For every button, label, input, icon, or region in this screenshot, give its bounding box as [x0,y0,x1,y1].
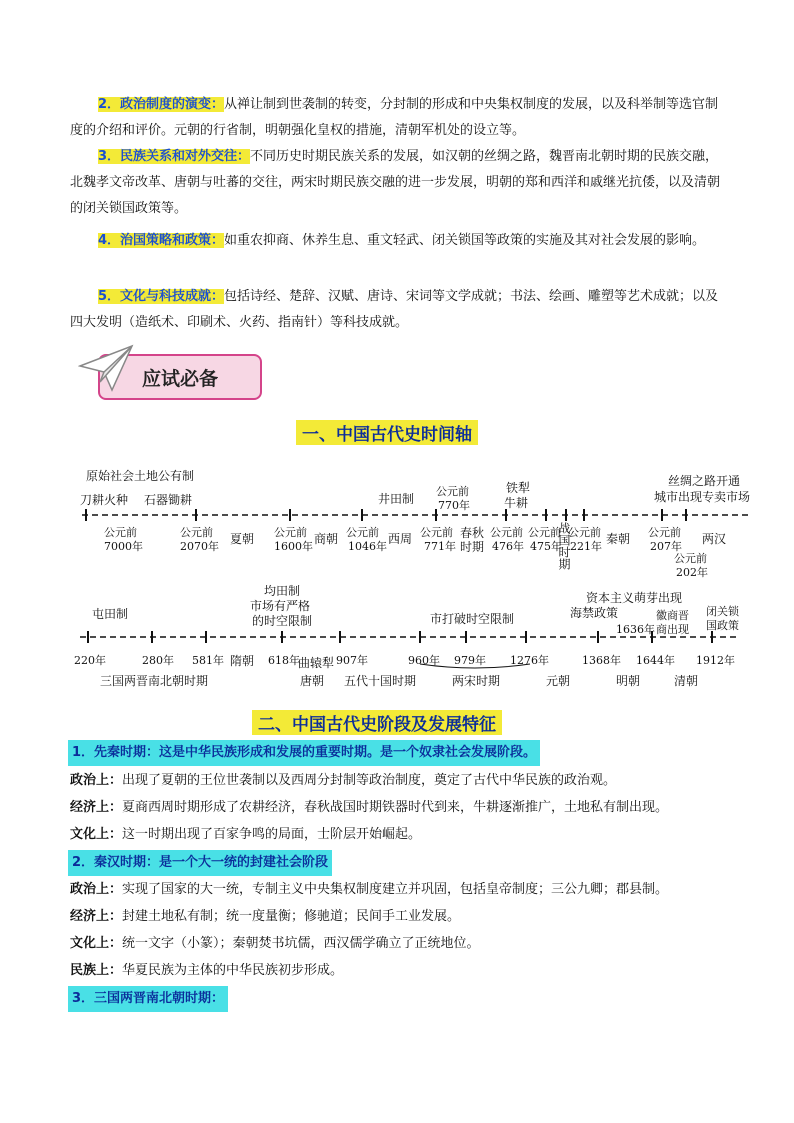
timeline-label: 2070年 [180,540,219,553]
paragraph-text: 不同历史时期民族关系的发展，如汉朝的丝绸之路，魏晋南北朝时期的民族交融，北魏孝文帝改革、唐朝与吐蕃的交往，两宋时期民族交融的进一步发展，明朝的郑和西洋和戚继光抗倭，以及清朝的闭关锁国政策等。 [70,149,721,216]
paragraph-label: 3．民族关系和对外交往： [98,149,251,164]
stage-line-text: 统一文字（小篆）；秦朝焚书坑儒，西汉儒学确立了正统地位。 [122,936,480,951]
timeline-label: 海禁政策 [570,606,619,620]
timeline-label: 三国两晋南北朝时期 [100,674,209,688]
timeline-label: 战国时期 [557,522,571,570]
stage-line-text: 这一时期出现了百家争鸣的局面，士阶层开始崛起。 [122,827,422,842]
stage-line-label: 文化上： [70,936,123,951]
stage-line-label: 民族上： [70,963,123,978]
stage-line-label: 政治上： [70,773,123,788]
timeline-label: 铁犁 [506,481,531,495]
timeline-label: 公元前 [490,526,523,539]
timeline-label: 公元前 [568,526,601,539]
timeline-label: 1276年 [510,654,549,667]
timeline-label: 公元前 [346,526,379,539]
timeline-label: 石器锄耕 [144,493,193,507]
timeline-label: 960年 [408,654,440,667]
timeline-label: 市场有严格 [250,599,311,613]
stage-line-text: 夏商西周时期形成了农耕经济，春秋战国时期铁器时代到来，牛耕逐渐推广，土地私有制出现。 [122,800,669,815]
stage-line [70,877,668,903]
stage-line-label: 政治上： [70,882,123,897]
timeline-label: 220年 [74,654,106,667]
paragraph-text: 从禅让制到世袭制的转变，分封制的形成和中央集权制度的发展，以及科举制等选官制度的介绍和评价。元朝的行省制，明朝强化皇权的措施，清朝军机处的设立等。 [70,97,719,138]
timeline-label: 771年 [424,540,456,553]
timeline-label: 丝绸之路开通 [668,474,741,488]
stage-title: 3．三国两晋南北朝时期： [68,986,228,1012]
stage-line-text: 华夏民族为主体的中华民族初步形成。 [122,963,344,978]
stage-line [70,795,668,821]
timeline-label: 唐朝 [300,674,325,688]
timeline-label: 牛耕 [504,496,529,510]
stage-line-label: 文化上： [70,827,123,842]
timeline-label: 元朝 [546,674,571,688]
timeline-label: 清朝 [674,674,699,688]
timeline-label: 屯田制 [92,607,129,621]
timeline-label: 原始社会土地公有制 [86,469,195,483]
timeline-label: 581年 [192,654,224,667]
timeline-label: 隋朝 [230,654,255,668]
timeline-label: 公元前 [180,526,213,539]
timeline-label: 公元前 [274,526,307,539]
timeline-label: 资本主义萌芽出现 [586,591,683,605]
stage-line-label: 经济上： [70,800,123,815]
timeline-label: 夏朝 [230,532,255,546]
stage-title: 1．先秦时期：这是中华民族形成和发展的重要时期。是一个奴隶社会发展阶段。 [68,740,540,766]
stage-title: 2．秦汉时期：是一个大一统的封建社会阶段 [68,850,332,876]
timeline-label: 公元前 [104,526,137,539]
paragraph-label: 5．文化与科技成就： [98,289,225,304]
timeline-label: 五代十国时期 [344,674,417,688]
paragraph-text: 包括诗经、楚辞、汉赋、唐诗、宋词等文学成就；书法、绘画、雕塑等艺术成就；以及四大发明（造纸术、印刷术、火药、指南针）等科技成就。 [70,289,719,330]
timeline-label: 公元前 [648,526,681,539]
timeline-label: 1912年 [696,654,735,667]
stage-line [70,931,480,957]
timeline-label: 春秋 [460,526,485,540]
timeline-label: 202年 [676,566,708,579]
timeline-label: 907年 [336,654,368,667]
stage-line [70,958,343,984]
timeline-label: 7000年 [104,540,143,553]
timeline-label: 1636年 [616,623,655,636]
section-heading-timeline: 一、中国古代史时间轴 [296,420,478,445]
stage-line [70,822,421,848]
timeline-label: 公元前 [674,552,707,565]
timeline-label: 221年 [570,540,602,553]
timeline-label: 1644年 [636,654,675,667]
timeline-label: 井田制 [378,492,415,506]
section-heading-stages: 二、中国古代史阶段及发展特征 [252,710,502,735]
timeline-label: 闭关锁 [706,605,739,618]
timeline-label: 979年 [454,654,486,667]
timeline-label: 476年 [492,540,524,553]
timeline-label: 均田制 [264,584,301,598]
timeline-label: 的时空限制 [252,614,313,628]
timeline-label: 618年 [268,654,300,667]
paragraph-label: 4．治国策略和政策： [98,233,225,248]
stage-line-text: 封建土地私有制；统一度量衡；修驰道；民间手工业发展。 [122,909,461,924]
timeline-label: 商朝 [314,532,339,546]
stage-line-label: 经济上： [70,909,123,924]
stage-line-text: 出现了夏朝的王位世袭制以及西周分封制等政治制度，奠定了古代中华民族的政治观。 [122,773,617,788]
timeline-label: 1368年 [582,654,621,667]
timeline-label: 曲辕犁 [298,656,335,670]
timeline-label: 秦朝 [606,532,631,546]
timeline-label: 时期 [460,540,485,554]
timeline-label: 1046年 [348,540,387,553]
paragraph-text: 如重农抑商、休养生息、重文轻武、闭关锁国等政策的实施及其对社会发展的影响。 [224,233,706,248]
timeline-label: 475年 [530,540,562,553]
timeline-label: 市打破时空限制 [430,612,515,626]
stage-line [70,768,616,794]
timeline-label: 公元前 [528,526,561,539]
paragraph-label: 2．政治制度的演变： [98,97,225,112]
timeline-label: 两宋时期 [452,674,501,688]
timeline-label: 商出现 [656,623,689,636]
timeline-label: 280年 [142,654,174,667]
timeline-label: 公元前 [436,485,469,498]
timeline-label: 徽商晋 [656,609,689,622]
stage-line [70,904,460,930]
timeline-label: 1600年 [274,540,313,553]
timeline-label: 两汉 [702,532,727,546]
timeline-label: 国政策 [706,619,739,632]
timeline-label: 刀耕火种 [80,493,129,507]
timeline-label: 公元前 [420,526,453,539]
timeline-label: 770年 [438,499,470,512]
stage-line-text: 实现了国家的大一统，专制主义中央集权制度建立并巩固，包括皇帝制度；三公九卿；郡县制。 [122,882,669,897]
timeline-label: 西周 [388,532,413,546]
timeline-label: 明朝 [616,674,641,688]
timeline-label: 城市出现专卖市场 [654,490,751,504]
badge-label: 应试必备 [142,368,219,390]
timeline-label: 207年 [650,540,682,553]
